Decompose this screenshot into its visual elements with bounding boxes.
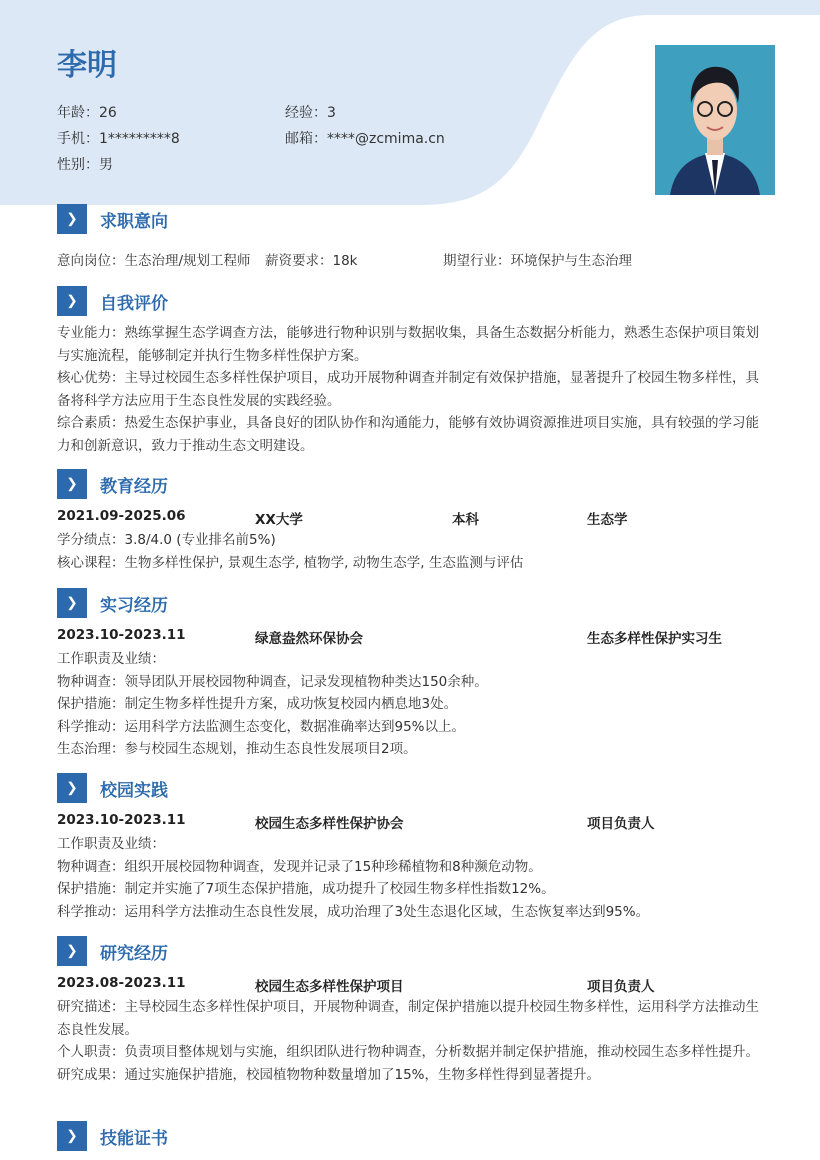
internship-row <box>57 627 767 649</box>
section-title: 实习经历 <box>100 595 168 616</box>
role: 生态多样性保护实习生 <box>587 631 722 647</box>
paragraph: 专业能力：熟练掌握生态学调查方法，能够进行物种识别与数据收集，具备生态数据分析能力，熟悉生态保护项目策划与实施流程，能够制定并执行生物多样性保护方案。 <box>57 325 759 364</box>
line: 个人职责：负责项目整体规划与实施，组织团队进行物种调查，分析数据并制定保护措施，推动校园生态多样性提升。 <box>57 1044 759 1060</box>
chevron-right-icon: ❯ <box>57 1121 87 1151</box>
project: 校园生态多样性保护项目 <box>255 979 404 995</box>
section-title: 技能证书 <box>100 1128 168 1149</box>
date: 2021.09-2025.06 <box>57 508 186 524</box>
line: 保护措施：制定生物多样性提升方案，成功恢复校园内栖息地3处。 <box>57 696 458 712</box>
line: 物种调查：组织开展校园物种调查，发现并记录了15种珍稀植物和8种濒危动物。 <box>57 858 542 875</box>
role: 项目负责人 <box>587 979 655 995</box>
date: 2023.10-2023.11 <box>57 627 186 643</box>
line: 工作职责及业绩： <box>57 651 165 667</box>
section-header-intent <box>57 204 168 234</box>
internship-details <box>57 648 767 761</box>
candidate-name: 李明 <box>57 48 117 83</box>
chevron-right-icon: ❯ <box>57 936 87 966</box>
gender: 性别：男 <box>57 157 113 173</box>
courses: 核心课程：生物多样性保护, 景观生态学, 植物学, 动物生态学, 生态监测与评估 <box>57 554 524 571</box>
campus-details <box>57 833 767 923</box>
date: 2023.10-2023.11 <box>57 812 186 828</box>
section-header-campus <box>57 773 168 803</box>
date: 2023.08-2023.11 <box>57 975 186 991</box>
section-header-skills <box>57 1121 168 1151</box>
line: 物种调查：领导团队开展校园物种调查，记录发现植物种类达150余种。 <box>57 673 488 690</box>
chevron-right-icon: ❯ <box>57 469 87 499</box>
intent-position: 意向岗位：生态治理/规划工程师 <box>57 253 251 269</box>
phone: 手机：1*********8 <box>57 131 180 147</box>
section-title: 研究经历 <box>100 943 168 964</box>
section-title: 教育经历 <box>100 476 168 497</box>
line: 研究描述：主导校园生态多样性保护项目，开展物种调查，制定保护措施以提升校园生物多样性，运用科学方法推动生态良性发展。 <box>57 999 759 1038</box>
section-title: 自我评价 <box>100 293 168 314</box>
chevron-right-icon: ❯ <box>57 773 87 803</box>
education-details <box>57 529 767 574</box>
education-row <box>57 508 767 530</box>
role: 项目负责人 <box>587 816 655 832</box>
gpa: 学分绩点：3.8/4.0 (专业排名前5%) <box>57 532 276 548</box>
experience: 经验：3 <box>285 105 336 121</box>
organization: 校园生态多样性保护协会 <box>255 816 404 832</box>
section-header-education <box>57 469 168 499</box>
chevron-right-icon: ❯ <box>57 204 87 234</box>
section-title: 求职意向 <box>100 211 168 232</box>
section-title: 校园实践 <box>100 780 168 801</box>
line: 科学推动：运用科学方法监测生态变化，数据准确率达到95%以上。 <box>57 718 466 735</box>
chevron-right-icon: ❯ <box>57 588 87 618</box>
intent-salary: 薪资要求：18k <box>265 253 358 269</box>
self-evaluation <box>57 322 767 457</box>
section-header-self <box>57 286 168 316</box>
line: 研究成果：通过实施保护措施，校园植物物种数量增加了15%，生物多样性得到显著提升。 <box>57 1066 601 1083</box>
section-header-research <box>57 936 168 966</box>
line: 生态治理：参与校园生态规划，推动生态良性发展项目2项。 <box>57 741 417 757</box>
line: 科学推动：运用科学方法推动生态良性发展，成功治理了3处生态退化区域，生态恢复率达到95%。 <box>57 903 650 920</box>
major: 生态学 <box>587 512 628 528</box>
campus-row <box>57 812 767 834</box>
paragraph: 综合素质：热爱生态保护事业，具备良好的团队协作和沟通能力，能够有效协调资源推进项目实施，具有较强的学习能力和创新意识，致力于推动生态文明建设。 <box>57 415 759 454</box>
intent-industry: 期望行业：环境保护与生态治理 <box>443 253 632 269</box>
line: 工作职责及业绩： <box>57 836 165 852</box>
organization: 绿意盎然环保协会 <box>255 631 363 647</box>
section-header-internship <box>57 588 168 618</box>
chevron-right-icon: ❯ <box>57 286 87 316</box>
line: 保护措施：制定并实施了7项生态保护措施，成功提升了校园生物多样性指数12%。 <box>57 881 555 897</box>
research-details <box>57 996 767 1086</box>
degree: 本科 <box>452 512 479 528</box>
email: 邮箱：****@zcmima.cn <box>285 131 445 147</box>
age: 年龄：26 <box>57 105 117 121</box>
research-row <box>57 975 767 997</box>
profile-photo <box>655 45 775 195</box>
school: XX大学 <box>255 512 303 528</box>
paragraph: 核心优势：主导过校园生态多样性保护项目，成功开展物种调查并制定有效保护措施，显著提升了校园生物多样性，具备将科学方法应用于生态良性发展的实践经验。 <box>57 370 759 409</box>
